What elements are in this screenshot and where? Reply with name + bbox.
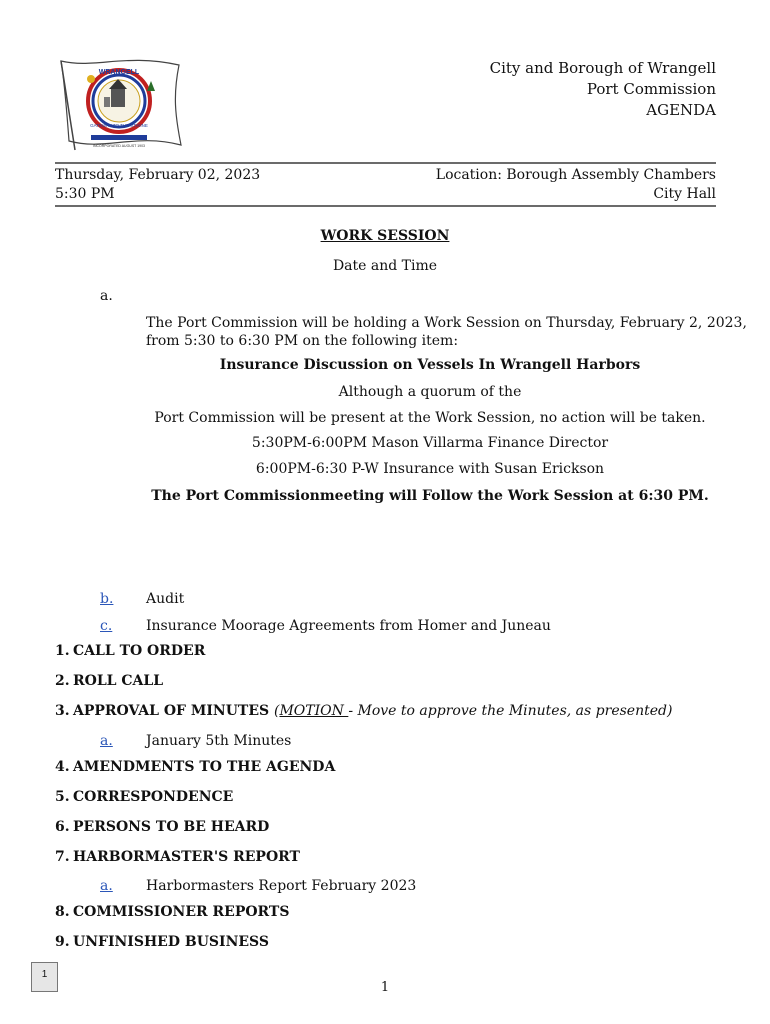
page-thumbnail-box[interactable]: 1: [31, 962, 58, 992]
body-name: Port Commission: [586, 80, 716, 98]
page-number: 1: [380, 980, 390, 995]
meeting-date: Thursday, February 02, 2023: [55, 167, 261, 183]
org-name: City and Borough of Wrangell: [489, 59, 716, 77]
work-session-topic: Insurance Discussion on Vessels In Wrangell Harbors: [219, 357, 641, 373]
work-session-paragraph-line1: The Port Commission will be holding a Work Session on Thursday, February 2, 2023,: [146, 315, 747, 331]
seal-top-text: WRANGELL: [98, 69, 140, 76]
minutes-item-a-link[interactable]: a.: [100, 733, 113, 749]
seal-motto-text: GATEWAY TO THE STIKINE: [90, 123, 148, 128]
agenda-item-unfinished-business: 9. UNFINISHED BUSINESS: [55, 934, 269, 950]
work-session-item-b-text: Audit: [146, 591, 185, 607]
motion-note: (MOTION - Move to approve the Minutes, as presented): [274, 703, 673, 719]
document-title: AGENDA: [646, 101, 716, 119]
quorum-line1: Although a quorum of the: [338, 384, 522, 400]
agenda-item-correspondence: 5. CORRESPONDENCE: [55, 789, 234, 805]
meeting-venue: City Hall: [653, 186, 716, 202]
minutes-item-a-text: January 5th Minutes: [146, 733, 292, 749]
header-bottom-rule: [55, 205, 716, 207]
agenda-item-harbormasters-report: 7. HARBORMASTER'S REPORT: [55, 849, 300, 865]
city-seal-logo: [55, 55, 183, 153]
work-session-item-c-text: Insurance Moorage Agreements from Homer and Juneau: [146, 618, 551, 634]
work-session-item-c-link[interactable]: c.: [100, 618, 113, 634]
agenda-item-persons-to-be-heard: 6. PERSONS TO BE HEARD: [55, 819, 270, 835]
follow-note: The Port Commissionmeeting will Follow the Work Session at 6:30 PM.: [151, 488, 709, 504]
work-session-subtitle: Date and Time: [332, 258, 438, 274]
work-session-paragraph-line2: from 5:30 to 6:30 PM on the following item:: [146, 333, 459, 349]
quorum-line2: Port Commission will be present at the Work Session, no action will be taken.: [154, 410, 706, 426]
work-session-item-a-label: a.: [100, 288, 113, 304]
agenda-item-roll-call: 2. ROLL CALL: [55, 673, 164, 689]
header-top-rule: [55, 162, 716, 164]
agenda-item-call-to-order: 1. CALL TO ORDER: [55, 643, 206, 659]
schedule-line1: 5:30PM-6:00PM Mason Villarma Finance Director: [251, 435, 609, 451]
agenda-item-approval-of-minutes: 3. APPROVAL OF MINUTES (MOTION - Move to approve the Minutes, as presented): [55, 703, 673, 719]
harbormaster-item-a-text: Harbormasters Report February 2023: [146, 878, 417, 894]
agenda-item-commissioner-reports: 8. COMMISSIONER REPORTS: [55, 904, 290, 920]
work-session-item-b-link[interactable]: b.: [100, 591, 114, 607]
seal-incorporated-text: INCORPORATED AUGUST 1903: [93, 144, 145, 148]
work-session-title: WORK SESSION: [320, 228, 450, 244]
harbormaster-item-a-link[interactable]: a.: [100, 878, 113, 894]
agenda-item-amendments: 4. AMENDMENTS TO THE AGENDA: [55, 759, 336, 775]
meeting-time: 5:30 PM: [55, 186, 115, 202]
schedule-line2: 6:00PM-6:30 P-W Insurance with Susan Erickson: [255, 461, 605, 477]
meeting-location: Location: Borough Assembly Chambers: [435, 167, 716, 183]
